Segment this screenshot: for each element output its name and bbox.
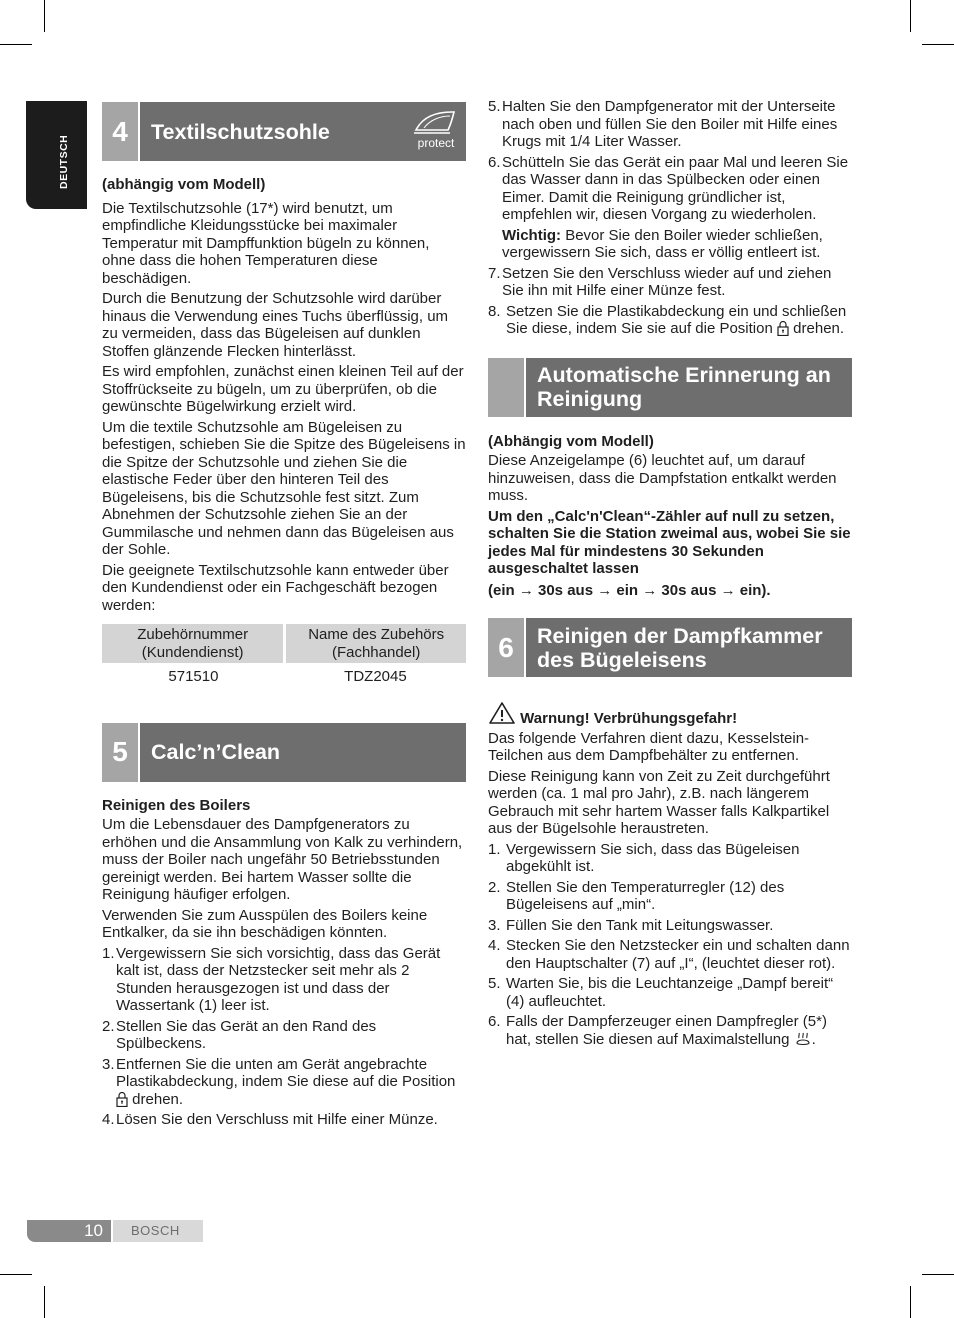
section-title: Reinigen der Dampfkammer des Bügeleisens bbox=[537, 623, 823, 672]
section-5-header bbox=[102, 723, 466, 782]
crop-mark bbox=[922, 44, 954, 45]
paragraph: Durch die Benutzung der Schutzsohle wird darüber hinaus die Verwendung eines Tuchs überflüssig, um zu vermeiden, dass das Bügeleisen auf dunklen Stoffen glänzende Flecken hinterlässt. bbox=[102, 290, 449, 360]
list-item: 8. Setzen Sie die Plastikabdeckung ein und schließen Sie diese, indem Sie sie auf die Position drehen. bbox=[488, 302, 847, 337]
crop-mark bbox=[0, 44, 32, 45]
model-note: (Abhängig vom Modell) bbox=[488, 432, 654, 450]
warning-icon bbox=[488, 701, 516, 725]
max-steam-icon bbox=[794, 1031, 812, 1047]
list-item: 5. Halten Sie den Dampfgenerator mit der Unterseite nach oben und füllen Sie den Boiler mit Hilfe eines Krugs mit 1/4 Liter Wasser. bbox=[488, 98, 838, 150]
table-cell: 571510 bbox=[168, 668, 219, 685]
language-label: DEUTSCH bbox=[58, 134, 70, 189]
lock-icon bbox=[777, 320, 789, 336]
steps-list bbox=[102, 945, 466, 1129]
right-column bbox=[488, 98, 852, 1051]
crop-mark bbox=[0, 1274, 32, 1275]
lock-icon bbox=[116, 1091, 128, 1107]
paragraph: Diese Anzeigelampe (6) leuchtet auf, um darauf hinzuweisen, dass die Dampfstation entkalkt werden muss. bbox=[488, 452, 837, 504]
crop-mark bbox=[922, 1274, 954, 1275]
paragraph: (ein → 30s aus → ein → 30s aus → ein). bbox=[488, 581, 771, 599]
steps-list-continued bbox=[488, 98, 852, 338]
list-item: 4. Lösen Sie den Verschluss mit Hilfe einer Münze. bbox=[102, 1111, 438, 1128]
steps-list bbox=[488, 841, 852, 1049]
section-6-header bbox=[488, 618, 852, 677]
section-number: 4 bbox=[102, 102, 140, 161]
section-title: Textilschutzsohle bbox=[151, 119, 330, 144]
section-number: 6 bbox=[488, 618, 526, 677]
note-label: Wichtig: bbox=[502, 226, 562, 244]
brand-label: BOSCH bbox=[113, 1220, 203, 1242]
list-item: 6. Falls der Dampferzeuger einen Dampfregler (5*) hat, stellen Sie diesen auf Maximalstellung . bbox=[488, 1013, 827, 1048]
list-item: 3. Entfernen Sie die unten am Gerät angebrachte Plastikabdeckung, indem Sie diese auf die Position drehen. bbox=[102, 1055, 456, 1108]
section-number-blank bbox=[488, 358, 526, 417]
note-text: Bevor Sie den Boiler wieder schließen, vergewissern Sie sich, dass er völlig entleert ist. bbox=[502, 226, 823, 261]
paragraph: Es wird empfohlen, zunächst einen kleinen Teil auf der Stoffrückseite zu bügeln, um zu überprüfen, ob die gewünschte Bügelwirkung erzielt wird. bbox=[102, 363, 464, 415]
iron-protect-icon bbox=[412, 106, 460, 156]
section-title: Calc’n’Clean bbox=[151, 740, 281, 764]
page-footer bbox=[27, 1220, 203, 1242]
paragraph: Die geeignete Textilschutzsohle kann entweder über den Kundendienst oder ein Fachgeschäft bezogen werden: bbox=[102, 561, 449, 614]
language-tab bbox=[26, 101, 87, 209]
crop-mark bbox=[44, 1286, 45, 1318]
protect-label: protect bbox=[417, 135, 455, 150]
left-column bbox=[102, 102, 466, 1132]
page-number: 10 bbox=[27, 1220, 111, 1242]
crop-mark bbox=[910, 0, 911, 32]
paragraph: Diese Reinigung kann von Zeit zu Zeit durchgeführt werden (ca. 1 mal pro Jahr), z.B. nach längerem Gebrauch mit sehr hartem Wasser falls Kalkpartikel aus der Bügelsohle heraustreten. bbox=[488, 767, 830, 837]
list-item: 7. Setzen Sie den Verschluss wieder auf und ziehen Sie ihn mit Hilfe einer Münze fest. bbox=[488, 264, 832, 299]
section-title: Automatische Erinnerung an Reinigung bbox=[537, 363, 831, 411]
list-item: 2. Stellen Sie das Gerät an den Rand des Spülbeckens. bbox=[102, 1017, 377, 1052]
list-item: 3. Füllen Sie den Tank mit Leitungswasser. bbox=[488, 916, 774, 934]
table-header: Zubehörnummer (Kundendienst) bbox=[102, 624, 285, 663]
crop-mark bbox=[910, 1286, 911, 1318]
crop-mark bbox=[44, 0, 45, 32]
table-cell: TDZ2045 bbox=[344, 668, 407, 685]
reminder-header bbox=[488, 358, 852, 417]
warning-heading: Warnung! Verbrühungsgefahr! bbox=[488, 701, 852, 728]
paragraph: Das folgende Verfahren dient dazu, Kesselstein-Teilchen aus dem Dampfbehälter zu entfernen. bbox=[488, 729, 810, 764]
list-item: 1. Vergewissern Sie sich vorsichtig, dass das Gerät kalt ist, dass der Netzstecker seit mehr als 2 Stunden herausgezogen ist und dass der Wassertank (1) leer ist. bbox=[102, 944, 441, 1014]
paragraph: Verwenden Sie zum Ausspülen des Boilers keine Entkalker, da sie ihn beschädigen könnten. bbox=[102, 906, 428, 941]
paragraph: Um die textile Schutzsohle am Bügeleisen zu befestigen, schieben Sie die Spitze des Bügeleisens in die Spitze der Schutzsohle und ziehen Sie die elastische Feder über den hinteren Teil des Bügeleisens, bis die Schutzsohle fest sitzt. Zum Abnehmen der Schutzsohle ziehen Sie an der Gummilasche und nehmen dann das Bügeleisen aus der Sohle. bbox=[102, 418, 466, 558]
list-item: 1. Vergewissern Sie sich, dass das Bügeleisen abgekühlt ist. bbox=[488, 840, 800, 875]
accessory-table bbox=[102, 624, 466, 691]
table-header: Name des Zubehörs (Fachhandel) bbox=[285, 624, 466, 663]
list-item: 2. Stellen Sie den Temperaturregler (12) des Bügeleisens auf „min“. bbox=[488, 878, 785, 913]
model-note: (abhängig vom Modell) bbox=[102, 176, 266, 193]
paragraph: Um die Lebensdauer des Dampfgenerators zu erhöhen und die Ansammlung von Kalk zu verhindern, muss der Boiler nach ungefähr 50 Betriebsstunden gereinigt werden. Bei hartem Wasser sollte die Reinigung häufiger erfolgen. bbox=[102, 816, 463, 903]
list-item: 6. Schütteln Sie das Gerät ein paar Mal und leeren Sie das Wasser dann in das Spülbecken oder einen Eimer. Damit die Reinigung gründlicher ist, empfehlen wir, diesen Vorgang zu wiederholen. Wichtig: Bevor Sie den Boiler wieder schließen, vergewissern Sie sich, dass er völlig entleert ist. bbox=[488, 153, 849, 261]
section-number: 5 bbox=[102, 723, 140, 782]
paragraph: Die Textilschutzsohle (17*) wird benutzt, um empfindliche Kleidungsstücke bei maximaler Temperatur mit Dampffunktion bügeln zu können, ohne dass die hohen Temperaturen diese beschädigen. bbox=[102, 199, 430, 287]
section-4-header bbox=[102, 102, 466, 161]
list-item: 5. Warten Sie, bis die Leuchtanzeige „Dampf bereit“ (4) aufleuchtet. bbox=[488, 975, 834, 1010]
subheading: Reinigen des Boilers bbox=[102, 796, 251, 814]
list-item: 4. Stecken Sie den Netzstecker ein und schalten dann den Hauptschalter (7) auf „I“, (leuchtet dieser rot). bbox=[488, 937, 850, 972]
paragraph: Um den „Calc'n'Clean“-Zähler auf null zu setzen, schalten Sie die Station zweimal aus, wobei Sie sie jedes Mal für mindestens 30 Sekunden ausgeschaltet lassen bbox=[488, 507, 851, 577]
